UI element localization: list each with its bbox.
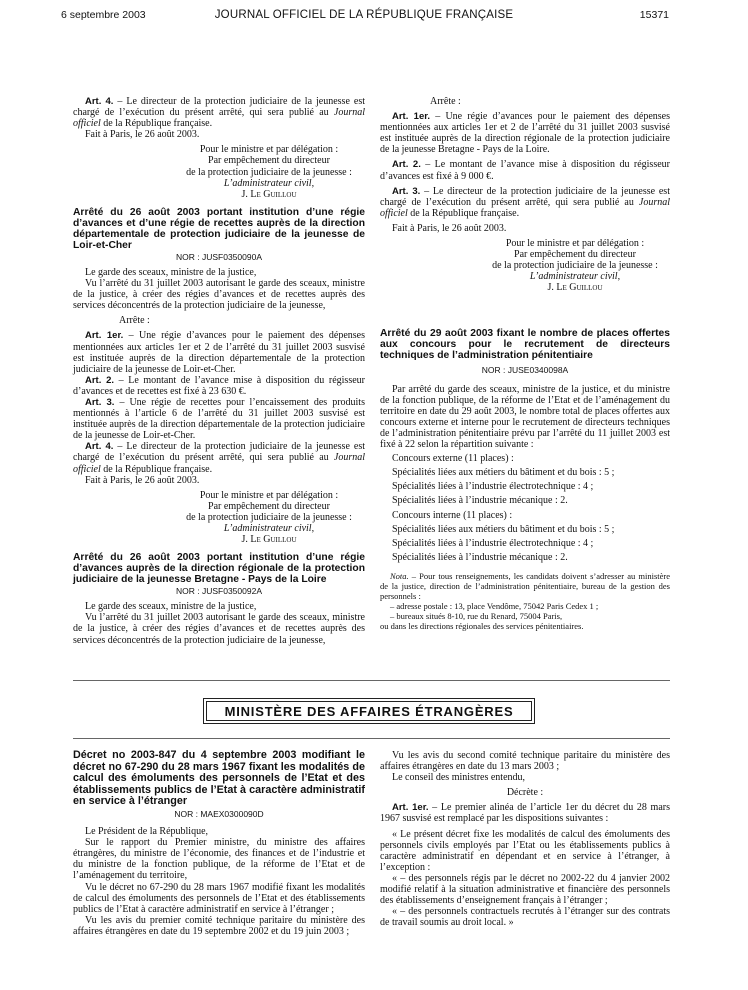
quoted-paragraph: « – des personnels contractuels recrutés à l’étranger sur des contrats de travail soumis au droit local. » xyxy=(380,906,670,929)
list-item: Spécialités liées aux métiers du bâtiment et du bois : 5 ; xyxy=(392,523,615,535)
signature-line: L’administrateur civil, xyxy=(223,177,315,189)
signature-line: de la protection judiciaire de la jeunesse : xyxy=(492,260,658,272)
quoted-paragraph: « Le présent décret fixe les modalités de calcul des émoluments des personnels civils employés par l’Etat ou les établissements publics à caractère administratif en dépendant et en service à l’étranger, à l’exception : xyxy=(380,828,670,873)
nor-reference: NOR : MAEX0300090D xyxy=(174,808,264,819)
list-item: Spécialités liées aux métiers du bâtiment et du bois : 5 ; xyxy=(392,467,615,479)
arrete-title: Arrêté du 26 août 2003 portant institution d’une régie d’avances et d’une régie de recettes auprès de la direction départementale de protection judiciaire de la jeunesse de Loir-et-Cher xyxy=(73,206,365,251)
signature-line: L’administrateur civil, xyxy=(223,523,315,534)
body-paragraph: Sur le rapport du Premier ministre, du ministre des affaires étrangères, du ministre de l’économie, des finances et de l’industrie et du ministre de la fonction publique, de la réforme de l’Etat et de l’aménagement du territoire, xyxy=(73,837,365,882)
nota-item: – adresse postale : 13, place Vendôme, 75042 Paris Cedex 1 ; xyxy=(390,600,599,611)
nota-item: – bureaux situés 8-10, rue du Renard, 75004 Paris, xyxy=(390,610,563,621)
fait-line: Fait à Paris, le 26 août 2003. xyxy=(85,474,200,486)
article-paragraph: Art. 1er. – Une régie d’avances pour le paiement des dépenses mentionnées aux articles 1er et 2 de l’arrêté du 31 juillet 2003 susvisé est instituée auprès de la direction régionale de la protection judiciaire de la jeunesse Bretagne - Pays de la Loire. xyxy=(380,111,670,156)
quoted-paragraph: « – des personnels régis par le décret no 2002-22 du 4 janvier 2002 modifié relatif à la situation administrative et financière des personnels des établissements d’enseignement français à l’étranger ; xyxy=(380,872,670,907)
signature-name: J. Le Guillou xyxy=(241,188,297,200)
nor-reference: NOR : JUSF0350092A xyxy=(176,586,262,597)
list-heading: Concours externe (11 places) : xyxy=(392,453,514,465)
article-paragraph: Art. 2. – Le montant de l’avance mise à disposition du régisseur d’avances et de recettes est fixé à 23 630 €. xyxy=(73,374,365,397)
decret-title: Décret no 2003-847 du 4 septembre 2003 modifiant le décret no 67-290 du 28 mars 1967 fixant les modalités de calcul des émoluments des personnels de l’Etat et des établissements publics de l’Etat à caractère administratif en service à l’étranger xyxy=(73,749,365,808)
arrete-word: Arrête : xyxy=(430,96,461,107)
signature-name: J. Le Guillou xyxy=(547,282,603,294)
signature-name: J. Le Guillou xyxy=(241,534,297,546)
journal-title: JOURNAL OFFICIEL DE LA RÉPUBLIQUE FRANÇAISE xyxy=(214,9,514,21)
visa-paragraph: Vu l’arrêté du 31 juillet 2003 autorisant le garde des sceaux, ministre de la justice, à créer des régies d’avances et de recettes auprès des services déconcentrés de la protection judiciaire de la jeunesse, xyxy=(73,278,365,312)
column-top-right xyxy=(380,96,670,631)
signature-line: Par empêchement du directeur xyxy=(208,155,330,167)
page-number: 15371 xyxy=(639,9,669,21)
article-paragraph: Art. 2. – Le montant de l’avance mise à disposition du régisseur d’avances est fixé à 9 000 €. xyxy=(380,159,670,182)
signature-line: Pour le ministre et par délégation : xyxy=(199,489,339,501)
article-paragraph: Art. 3. – Le directeur de la protection judiciaire de la jeunesse est chargé de l’exécution du présent arrêté, qui sera publié au Journal officiel de la République française. xyxy=(380,185,670,219)
signature-line: Par empêchement du directeur xyxy=(208,500,330,512)
visa-paragraph: Vu l’arrêté du 31 juillet 2003 autorisant le garde des sceaux, ministre de la justice, à créer des régies d’avances et de recettes auprès des services déconcentrés de la protection judiciaire de la jeunesse, xyxy=(73,612,365,646)
section-divider xyxy=(73,680,670,681)
signature-line: Pour le ministre et par délégation : xyxy=(199,144,339,156)
article-paragraph: Art. 4. – Le directeur de la protection judiciaire de la jeunesse est chargé de l’exécution du présent arrêté, qui sera publié au Journal officiel de la République française. xyxy=(73,441,365,475)
arrete-title: Arrêté du 26 août 2003 portant institution d’une régie d’avances auprès de la direction régionale de la protection judiciaire de la jeunesse Bretagne - Pays de la Loire xyxy=(73,552,365,586)
nota-item: ou dans les directions régionales des services pénitentiaires. xyxy=(380,620,584,631)
body-paragraph: Par arrêté du garde des sceaux, ministre de la justice, et du ministre de la fonction publique, de la réforme de l’Etat et de l’aménagement du territoire en date du 29 août 2003, le nombre total de places offertes aux concours externe et interne pour le recrutement de directeurs techniques de l’administration pénitentiaire prévu par l’arrêté du 11 juillet 2003 est fixé à 22 selon la répartition suivante : xyxy=(380,383,670,451)
body-paragraph: Vu les avis du second comité technique paritaire du ministère des affaires étrangères en date du 13 mars 2003 ; xyxy=(380,750,670,773)
article-paragraph: Art. 3. – Une régie de recettes pour l’encaissement des produits mentionnés à l’article 6 de l’arrêté du 31 juillet 2003 susvisé est instituée auprès de la direction départementale de la protection judiciaire de la jeunesse de Loir-et-Cher. xyxy=(73,396,365,442)
list-item: Spécialités liées à l’industrie électrotechnique : 4 ; xyxy=(392,537,594,549)
visa-paragraph: Le garde des sceaux, ministre de la justice, xyxy=(85,266,257,278)
column-bottom-right xyxy=(380,750,670,928)
list-item: Spécialités liées à l’industrie électrotechnique : 4 ; xyxy=(392,481,594,493)
column-bottom-left xyxy=(73,750,365,937)
column-top-left xyxy=(73,96,365,646)
page-header xyxy=(57,4,671,28)
list-item: Spécialités liées à l’industrie mécanique : 2. xyxy=(392,551,568,563)
visa-paragraph: Le garde des sceaux, ministre de la justice, xyxy=(85,601,257,613)
nor-reference: NOR : JUSE0340098A xyxy=(481,364,569,375)
ministry-heading xyxy=(203,698,535,724)
article-paragraph: Art. 1er. – Une régie d’avances pour le paiement des dépenses mentionnées aux articles 1er et 2 de l’arrêté du 31 juillet 2003 susvisé est instituée auprès de la direction départementale de la protection judiciaire de la jeunesse de Loir-et-Cher. xyxy=(73,330,365,375)
nota-paragraph: Nota. – Pour tous renseignements, les candidats doivent s’adresser au ministère de la justice, direction de l’administration pénitentiaire, bureau de la gestion des personnels : xyxy=(380,570,670,601)
section-divider xyxy=(73,738,670,739)
nota-block xyxy=(380,571,670,631)
signature-line: Pour le ministre et par délégation : xyxy=(505,238,645,250)
fait-line: Fait à Paris, le 26 août 2003. xyxy=(392,222,507,234)
signature-line: de la protection judiciaire de la jeunesse : xyxy=(186,511,352,523)
ministry-title: MINISTÈRE DES AFFAIRES ÉTRANGÈRES xyxy=(224,704,514,719)
arrete-title: Arrêté du 29 août 2003 fixant le nombre de places offertes aux concours pour le recrutement de directeurs techniques de l’administration pénitentiaire xyxy=(380,327,670,361)
body-paragraph: Vu le décret no 67-290 du 28 mars 1967 modifié fixant les modalités de calcul des émoluments des personnels de l’Etat et des établissements publics de l’Etat à caractère administratif en service à l’étranger ; xyxy=(73,881,365,915)
body-paragraph: Le conseil des ministres entendu, xyxy=(392,772,526,784)
body-paragraph: Le Président de la République, xyxy=(85,826,209,838)
article-paragraph: Art. 4. – Le directeur de la protection judiciaire de la jeunesse est chargé de l’exécution du présent arrêté, qui sera publié au Journal officiel de la République française. xyxy=(73,96,365,130)
signature-line: L’administrateur civil, xyxy=(529,271,621,283)
body-paragraph: Vu les avis du premier comité technique paritaire du ministère des affaires étrangères en date du 19 septembre 2002 et du 19 juin 2003 ; xyxy=(73,914,365,937)
fait-line: Fait à Paris, le 26 août 2003. xyxy=(85,129,200,141)
list-item: Spécialités liées à l’industrie mécanique : 2. xyxy=(392,495,568,507)
nor-reference: NOR : JUSF0350090A xyxy=(176,251,262,262)
list-heading: Concours interne (11 places) : xyxy=(392,509,513,521)
article-paragraph: Art. 1er. – Le premier alinéa de l’article 1er du décret du 28 mars 1967 susvisé est remplacé par les dispositions suivantes : xyxy=(380,802,670,825)
decrete-word: Décrète : xyxy=(506,787,544,799)
signature-line: Par empêchement du directeur xyxy=(514,249,636,261)
signature-line: de la protection judiciaire de la jeunesse : xyxy=(186,166,352,178)
arrete-word: Arrête : xyxy=(119,315,150,327)
header-date: 6 septembre 2003 xyxy=(61,9,146,21)
